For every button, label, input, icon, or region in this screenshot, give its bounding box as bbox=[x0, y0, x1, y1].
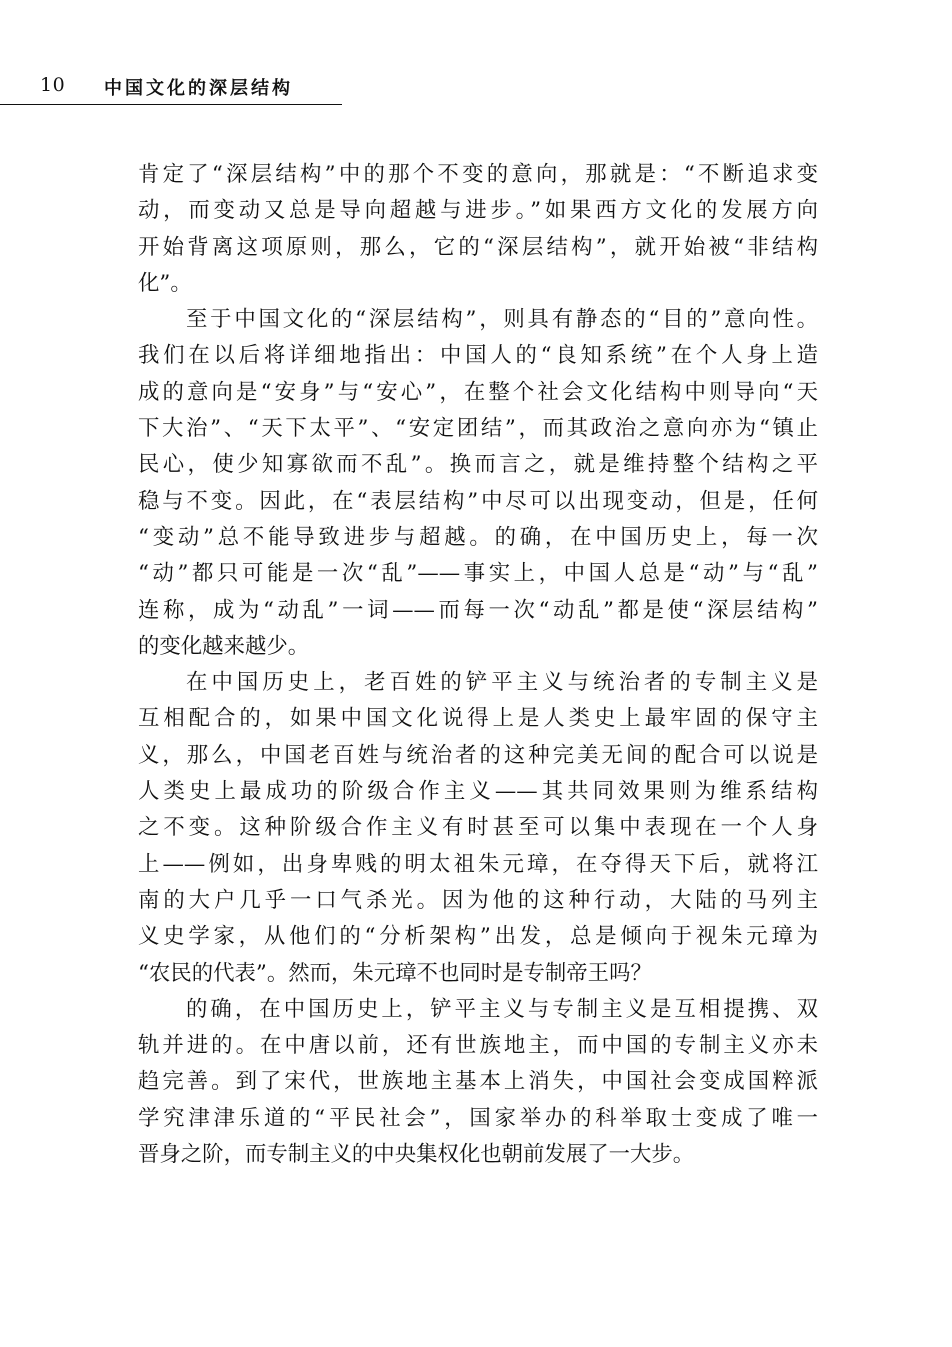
text-line: 上——例如，出身卑贱的明太祖朱元璋，在夺得天下后，就将江 bbox=[138, 851, 818, 877]
text-line: 在中国历史上，老百姓的铲平主义与统治者的专制主义是 bbox=[186, 670, 818, 696]
text-line: 晋身之阶，而专制主义的中央集权化也朝前发展了一大步。 bbox=[138, 1142, 695, 1168]
text-line: 至于中国文化的“深层结构”，则具有静态的“目的”意向性。 bbox=[186, 307, 818, 333]
text-line: 下大治”、“天下太平”、“安定团结”，而其政治之意向亦为“镇止 bbox=[138, 416, 818, 442]
text-line: 动，而变动又总是导向超越与进步。”如果西方文化的发展方向 bbox=[138, 198, 818, 224]
paragraph bbox=[138, 302, 818, 665]
text-line: 互相配合的，如果中国文化说得上是人类史上最牢固的保守主 bbox=[138, 706, 818, 732]
text-line: 我们在以后将详细地指出：中国人的“良知系统”在个人身上造 bbox=[138, 343, 818, 369]
text-line: 稳与不变。因此，在“表层结构”中尽可以出现变动，但是，任何 bbox=[138, 488, 818, 514]
text-line: 连称，成为“动乱”一词——而每一次“动乱”都是使“深层结构” bbox=[138, 597, 818, 623]
text-line: 成的意向是“安身”与“安心”，在整个社会文化结构中则导向“天 bbox=[138, 379, 818, 405]
text-line: 人类史上最成功的阶级合作主义——其共同效果则为维系结构 bbox=[138, 779, 818, 805]
text-line: 开始背离这项原则，那么，它的“深层结构”，就开始被“非结构 bbox=[138, 234, 818, 260]
text-line: “动”都只可能是一次“乱”——事实上，中国人总是“动”与“乱” bbox=[138, 561, 818, 587]
page-number: 10 bbox=[40, 74, 66, 96]
paragraph bbox=[138, 665, 818, 992]
text-line: 南的大户几乎一口气杀光。因为他的这种行动，大陆的马列主 bbox=[138, 887, 818, 913]
text-line: 的确，在中国历史上，铲平主义与专制主义是互相提携、双 bbox=[186, 996, 818, 1022]
text-line: 之不变。这种阶级合作主义有时甚至可以集中表现在一个人身 bbox=[138, 815, 818, 841]
text-line: 义史学家，从他们的“分析架构”出发，总是倾向于视朱元璋为 bbox=[138, 924, 818, 950]
text-line: 的变化越来越少。 bbox=[138, 633, 310, 659]
paragraph bbox=[138, 157, 818, 302]
text-line: 肯定了“深层结构”中的那个不变的意向，那就是：“不断追求变 bbox=[138, 162, 818, 187]
book-title: 中国文化的深层结构 bbox=[104, 78, 293, 99]
text-line: 学究津津乐道的“平民社会”，国家举办的科举取士变成了唯一 bbox=[138, 1105, 818, 1131]
text-line: “农民的代表”。然而，朱元璋不也同时是专制帝王吗？ bbox=[138, 960, 652, 986]
running-header bbox=[0, 68, 342, 105]
text-line: 轨并进的。在中唐以前，还有世族地主，而中国的专制主义亦未 bbox=[138, 1033, 818, 1059]
paragraph bbox=[138, 992, 818, 1173]
text-line: 民心，使少知寡欲而不乱”。换而言之，就是维持整个结构之平 bbox=[138, 452, 818, 478]
body-text bbox=[138, 157, 818, 1173]
text-line: 义，那么，中国老百姓与统治者的这种完美无间的配合可以说是 bbox=[138, 742, 818, 768]
text-line: 趋完善。到了宋代，世族地主基本上消失，中国社会变成国粹派 bbox=[138, 1069, 818, 1095]
text-line: “变动”总不能导致进步与超越。的确，在中国历史上，每一次 bbox=[138, 524, 818, 550]
text-line: 化”。 bbox=[138, 270, 192, 296]
